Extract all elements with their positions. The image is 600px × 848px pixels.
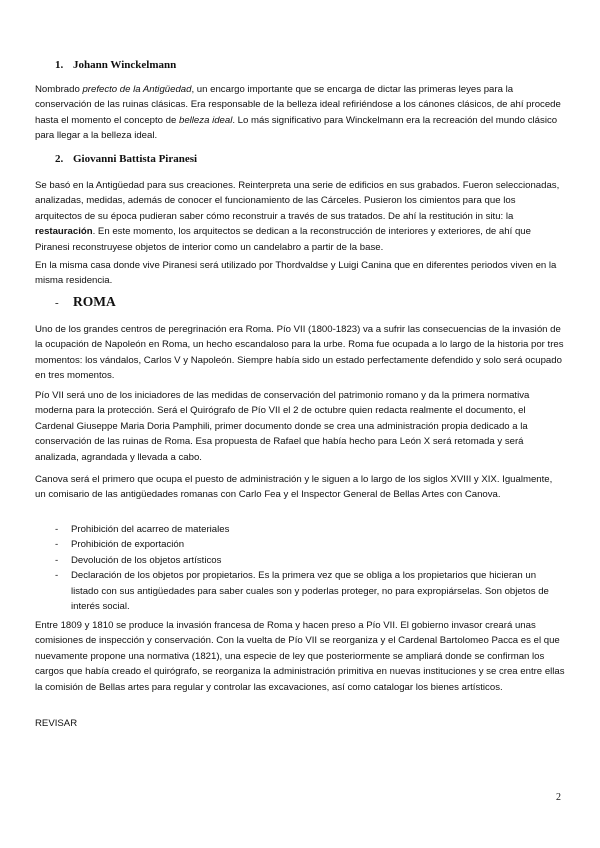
list-item	[35, 568, 565, 614]
section-heading-winckelmann	[55, 58, 176, 73]
section-title: ROMA	[73, 294, 116, 309]
section-heading-roma	[55, 294, 116, 311]
paragraph-piranesi	[35, 178, 565, 255]
text-run: , un encargo importante que se encarga de dictar las primeras leyes para la conservación de las ruinas clásicas. Era responsable de la belleza ideal refiriéndose a los cánones clásicos, de ahí procede hasta el momento el concepto de	[35, 84, 561, 126]
section-title: Johann Winckelmann	[73, 59, 177, 71]
list-item-text: Prohibición de exportación	[71, 539, 185, 551]
paragraph-invasion-francesa: Entre 1809 y 1810 se produce la invasión francesa de Roma y hacen preso a Pío VII. El gobierno invasor creará unas comisiones de inspección y conservación. Con la vuelta de Pío VII se reorganiza y el Cardenal Bartolomeo Pacca es el que nuevamente propone una normativa (1821), una especie de ley que posteriormente se ampliará donde se confirman los cargos que había creado el quirógrafo, se reorganiza la administración primitiva en nuevas instituciones y se crea entre ellas la comisión de Bellas artes para regular y controlar las excavaciones, así como catalogar los bienes artísticos.	[35, 620, 565, 693]
list-bullet: -	[55, 539, 59, 551]
heading-bullet: -	[55, 297, 59, 309]
paragraph-winckelmann	[35, 82, 565, 144]
bold-term: restauración	[35, 226, 93, 238]
text-run: Se basó en la Antigüedad para sus creaciones. Reinterpreta una serie de edificios en sus grabados. Fueron seleccionadas, analizadas, medidas, además de conocer el funcionamiento de las Cárceles. Pusieron los cimientos para que los arquitectos de su época pudieran saber cómo reconstruir a través de sus tratados. De ahí la restitución in situ: la	[35, 180, 560, 222]
list-item	[35, 522, 565, 537]
section-number: 1.	[55, 59, 64, 71]
paragraph-roma-intro: Uno de los grandes centros de peregrinación era Roma. Pío VII (1800-1823) va a sufrir las consecuencias de la invasión de la ocupación de Napoleón en Roma, un hecho escandaloso para la urbe. Roma fue ocupada a lo largo de la historia por tres momentos: los vándalos, Carlos V y Napoleón. Siempre había sido un estado perfectamente defendido y solo será ocupado en tres momentos.	[35, 324, 564, 382]
section-title: Giovanni Battista Piranesi	[73, 153, 198, 165]
list-item-text: Devolución de los objetos artísticos	[71, 554, 222, 566]
section-heading-piranesi	[55, 152, 197, 167]
text-run: . En este momento, los arquitectos se dedican a la reconstrucción de interiores y exteriores, de ahí que Piranesi reconstruyese objetos de interior como un candelabro a partir de la base.	[35, 226, 531, 253]
paragraph-canova: Canova será el primero que ocupa el puesto de administración y le siguen a lo largo de los siglos XVIII y XIX. Igualmente, un comisario de las antigüedades romanas con Carlo Fea y el Inspector General de Bellas Artes con Canova.	[35, 474, 553, 501]
italic-term: belleza ideal	[179, 114, 233, 126]
paragraph-residencia: En la misma casa donde vive Piranesi será utilizado por Thordvaldse y Luigi Canina que en diferentes periodos viven en la misma residencia.	[35, 260, 557, 287]
paragraph-pio-vii: Pío VII será uno de los iniciadores de las medidas de conservación del patrimonio romano y da la primera normativa moderna para la protección. Será el Quirógrafo de Pío VII el 2 de octubre quien redacta realmente el documento, el Cardenal Giuseppe Maria Doria Pamphili, primer documento donde se crea una administración propia dedicado a la conservación de las ruinas de Roma. Esa propuesta de Rafael que había hecho para León X será retomada y será analizada, agrandada y llevada a cabo.	[35, 390, 530, 463]
list-bullet: -	[55, 570, 59, 582]
measures-list	[35, 522, 565, 614]
list-bullet: -	[55, 524, 59, 535]
page-number: 2	[556, 792, 561, 803]
paragraph-revisar: REVISAR	[35, 718, 78, 729]
section-number: 2.	[55, 153, 64, 165]
list-bullet: -	[55, 554, 59, 566]
text-run: Nombrado	[35, 84, 83, 95]
italic-term: prefecto de la Antigüedad	[82, 84, 192, 95]
list-item-text: Prohibición del acarreo de materiales	[71, 524, 230, 535]
list-item-text: Declaración de los objetos por propietarios. Es la primera vez que se obliga a los propietarios que hicieran un listado con sus antigüedades para saber cuales son y poderlas proteger, no para expropiárselas. Son objetos de interés social.	[71, 570, 549, 613]
list-item	[35, 537, 565, 552]
list-item	[35, 553, 565, 568]
text-run: . Lo más significativo para Winckelmann era la recreación del mundo clásico para llegar a la belleza ideal.	[35, 114, 558, 142]
